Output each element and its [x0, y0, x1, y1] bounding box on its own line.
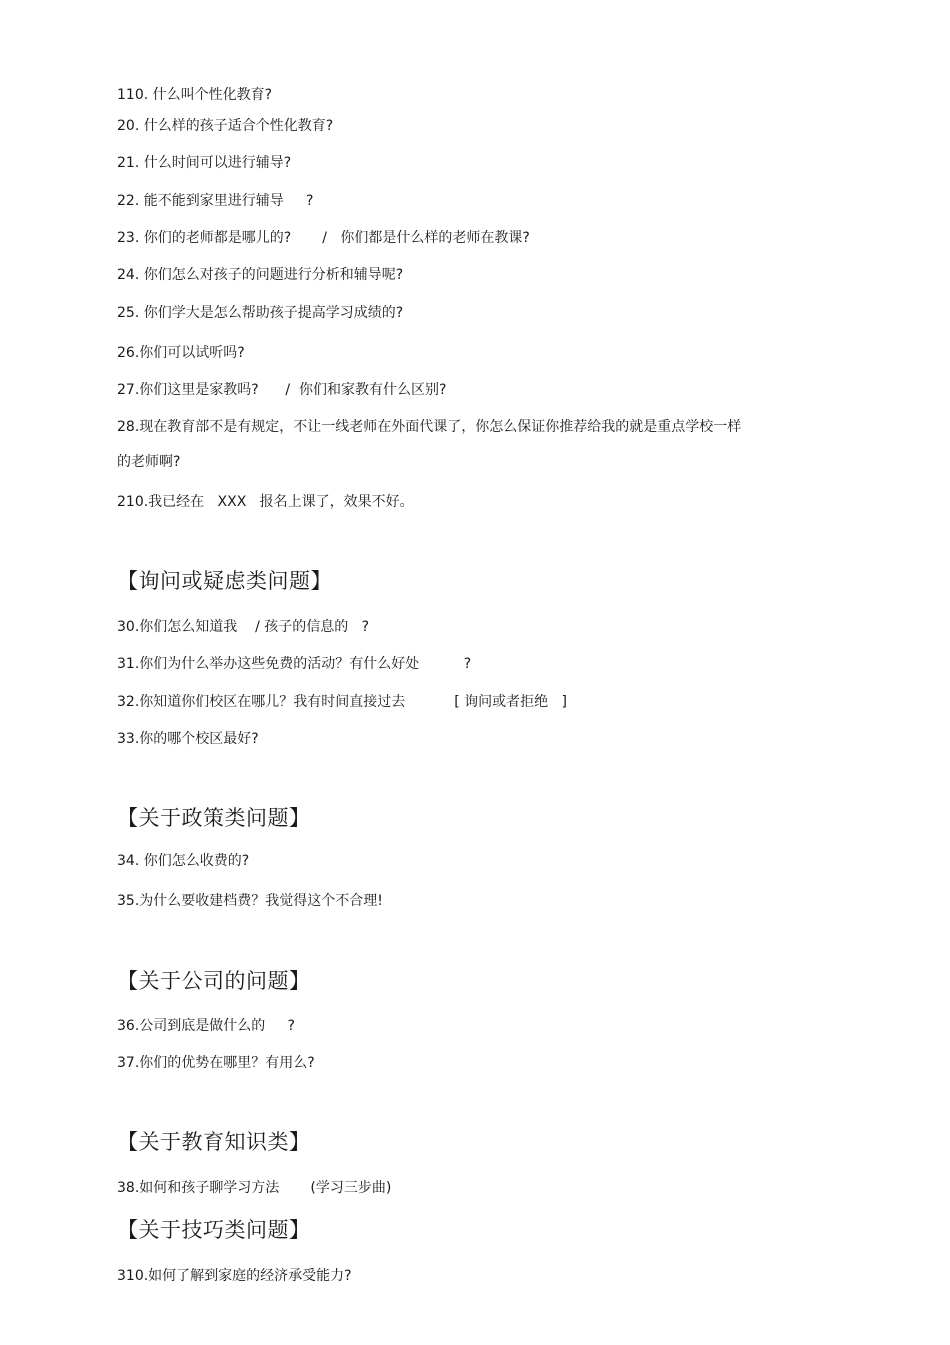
section-heading-policy: 【关于政策类问题】: [117, 806, 311, 830]
question-25: 25. 你们学大是怎么帮助孩子提高学习成绩的?: [117, 305, 404, 321]
question-110: 110. 什么叫个性化教育?: [117, 87, 273, 103]
question-28-line-2: 的老师啊?: [117, 454, 181, 470]
section-heading-education: 【关于教育知识类】: [117, 1130, 311, 1154]
question-24: 24. 你们怎么对孩子的问题进行分析和辅导呢?: [117, 267, 404, 283]
question-27: 27.你们这里是家教吗? / 你们和家教有什么区别?: [117, 382, 447, 398]
question-33: 33.你的哪个校区最好?: [117, 731, 259, 747]
question-26: 26.你们可以试听吗?: [117, 345, 245, 361]
section-heading-inquiry: 【询问或疑虑类问题】: [117, 569, 332, 593]
question-35: 35.为什么要收建档费？我觉得这个不合理!: [117, 893, 383, 909]
question-22: 22. 能不能到家里进行辅导 ?: [117, 193, 314, 209]
question-37: 37.你们的优势在哪里？有用么?: [117, 1055, 315, 1071]
section-heading-company: 【关于公司的问题】: [117, 969, 311, 993]
question-31: 31.你们为什么举办这些免费的活动？有什么好处 ?: [117, 656, 472, 672]
question-21: 21. 什么时间可以进行辅导?: [117, 155, 292, 171]
question-210: 210.我已经在 XXX 报名上课了，效果不好。: [117, 494, 414, 510]
question-310: 310.如何了解到家庭的经济承受能力?: [117, 1268, 352, 1284]
question-34: 34. 你们怎么收费的?: [117, 853, 250, 869]
question-30: 30.你们怎么知道我 / 孩子的信息的 ?: [117, 619, 370, 635]
question-32: 32.你知道你们校区在哪儿？我有时间直接过去 [ 询问或者拒绝 ]: [117, 694, 567, 710]
question-28-line-1: 28.现在教育部不是有规定，不让一线老师在外面代课了，你怎么保证你推荐给我的就是重点学校一样: [117, 419, 742, 435]
section-heading-skills: 【关于技巧类问题】: [117, 1218, 311, 1242]
question-38: 38.如何和孩子聊学习方法 (学习三步曲): [117, 1180, 392, 1196]
question-20: 20. 什么样的孩子适合个性化教育?: [117, 118, 334, 134]
question-36: 36.公司到底是做什么的 ?: [117, 1018, 295, 1034]
question-23: 23. 你们的老师都是哪儿的? / 你们都是什么样的老师在教课?: [117, 230, 530, 246]
